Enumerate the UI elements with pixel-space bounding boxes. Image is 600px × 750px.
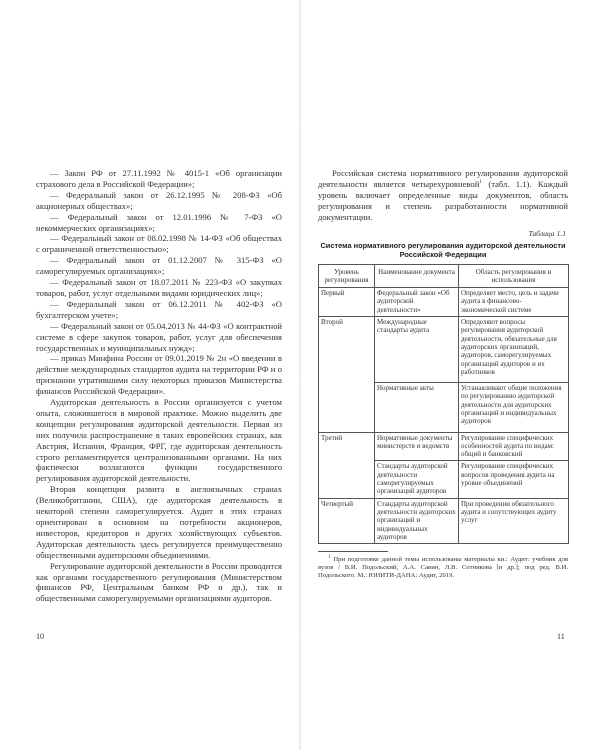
table-row xyxy=(319,288,569,317)
cell-level: Второй xyxy=(319,317,375,433)
intro-paragraph xyxy=(318,168,568,223)
left-page xyxy=(36,168,282,604)
list-item-law-4015-1: — Закон РФ от 27.11.1992 № 4015-1 «Об организации страхового дела в Российской Федерации»; xyxy=(36,168,282,189)
cell-level: Четвертый xyxy=(319,498,375,543)
header-area: Область регулирования и использования xyxy=(459,264,569,288)
intro-text-start: Российская система нормативного регулирования аудиторской деятельности является четырехуровневой xyxy=(318,168,568,189)
cell-area: Регулирование специфических вопросов проведения аудита на уровне объединений xyxy=(459,461,569,498)
table-header-row xyxy=(319,264,569,288)
list-item-law-402: — Федеральный закон от 06.12.2011 № 402-ФЗ «О бухгалтерском учете»; xyxy=(36,298,282,320)
right-page xyxy=(318,168,568,580)
header-document: Наименование документа xyxy=(375,264,459,288)
list-item-law-14: — Федеральный закон от 08.02.1998 № 14-ФЗ «Об обществах с ограниченной ответственностью»; xyxy=(36,233,282,255)
list-item-order-2n: — приказ Минфина России от 09.01.2019 № 2н «О введении в действие международных стандартов аудита на территории РФ и о признании утратившими силу некоторых приказов Министерства финансов Российской Федерации». xyxy=(36,353,282,397)
footnote-text: При подготовке данной темы использованы материалы кн.: Аудит: учебник для вузов / В.И. Подольский, А.А. Савин, Л.В. Сотникова [и др.]; под ред. В.И. Подольского. М.: ЮНИТИ-ДАНА: Аудит, 2019. xyxy=(318,556,568,580)
paragraph-second-concept: Вторая концепция развита в англоязычных странах (Великобритании, США), где аудиторская деятельность в некоторой степени саморегулируется. Аудит в этих странах ориентирован в основном на потребности акционеров, инвесторов, кредиторов и других хозяйствующих субъектов. Аудиторская деятельность здесь регулируется преимущественно общественными аудиторскими объединениями. xyxy=(36,484,282,560)
cell-document: Нормативные акты xyxy=(375,383,459,432)
footnote-reference[interactable]: 1 xyxy=(479,179,483,186)
table-row xyxy=(319,498,569,543)
table-number: Таблица 1.1 xyxy=(528,228,566,238)
book-gutter xyxy=(299,0,301,750)
footnote-divider xyxy=(318,551,388,552)
cell-level: Третий xyxy=(319,432,375,498)
table-row xyxy=(319,432,569,461)
cell-document: Стандарты аудиторской деятельности аудиторских организаций и индивидуальных аудиторов xyxy=(375,498,459,543)
regulation-table xyxy=(318,264,569,545)
cell-level: Первый xyxy=(319,288,375,317)
list-item-law-315: — Федеральный закон от 01.12.2007 № 315-ФЗ «О саморегулируемых организациях»; xyxy=(36,255,282,277)
cell-document: Международные стандарты аудита xyxy=(375,317,459,383)
header-level: Уровень регулирования xyxy=(319,264,375,288)
list-item-law-223: — Федеральный закон от 18.07.2011 № 223-ФЗ «О закупках товаров, работ, услуг отдельными видами юридических лиц»; xyxy=(36,277,282,298)
cell-document: Федеральный закон «Об аудиторской деятельности» xyxy=(375,288,459,317)
intro-text-end: (табл. 1.1). Каждый уровень включает определенные виды документов, область регулирования и степень разработанности нормативной документации. xyxy=(318,178,568,222)
cell-document: Нормативные документы министерств и ведомств xyxy=(375,432,459,461)
list-item-law-7: — Федеральный закон от 12.01.1996 № 7-ФЗ «О некоммерческих организациях»; xyxy=(36,211,282,233)
list-item-law-44: — Федеральный закон от 05.04.2013 № 44-ФЗ «О контрактной системе в сфере закупок товаров, работ, услуг для обеспечения государственных и муниципальных нужд»; xyxy=(36,320,282,353)
paragraph-regulation-russia: Регулирование аудиторской деятельности в России проводится как органами государственного регулирования (Министерством финансов РФ, Центральным банком РФ и др.), так и общественными саморегулируемыми организациями аудиторов. xyxy=(36,560,282,604)
table-row xyxy=(319,317,569,383)
cell-area: Определяют вопросы регулирования аудиторской деятельности, обязательные для аудиторских организаций, аудиторов, саморегулируемых организаций аудиторов и их работников xyxy=(459,317,569,383)
page-number-right: 11 xyxy=(557,632,565,641)
paragraph-two-concepts: Аудиторская деятельность в России организуется с учетом опыта, сложившегося в мировой практике. Можно выделить две концепции регулирования аудиторской деятельности. Первая из них получила распространение в таких европейских странах, как Австрия, Испания, Франция, ФРГ, где аудиторская деятельность строго регламентируется централизованными органами. На них фактически возлагаются функции государственного регулирования аудиторской деятельности. xyxy=(36,397,282,484)
footnote-marker: 1 xyxy=(328,553,331,560)
table-title: Система нормативного регулирования аудиторской деятельности Российской Федерации xyxy=(320,240,566,259)
cell-area: Определяет место, цель и задачи аудита в финансово-экономической системе xyxy=(459,288,569,317)
cell-document: Стандарты аудиторской деятельности саморегулируемых организаций аудиторов xyxy=(375,461,459,498)
footnote xyxy=(318,553,568,580)
cell-area: Регулирование специфических особенностей аудита по видам: общий и банковский xyxy=(459,432,569,461)
cell-area: Устанавливают общие положения по регулированию аудиторской деятельности для аудиторских организаций и индивидуальных аудиторов xyxy=(459,383,569,432)
cell-area: При проведении обязательного аудита и сопутствующих аудиту услуг xyxy=(459,498,569,543)
page-number-left: 10 xyxy=(36,632,44,641)
list-item-law-208: — Федеральный закон от 26.12.1995 № 208-ФЗ «Об акционерных обществах»; xyxy=(36,189,282,211)
